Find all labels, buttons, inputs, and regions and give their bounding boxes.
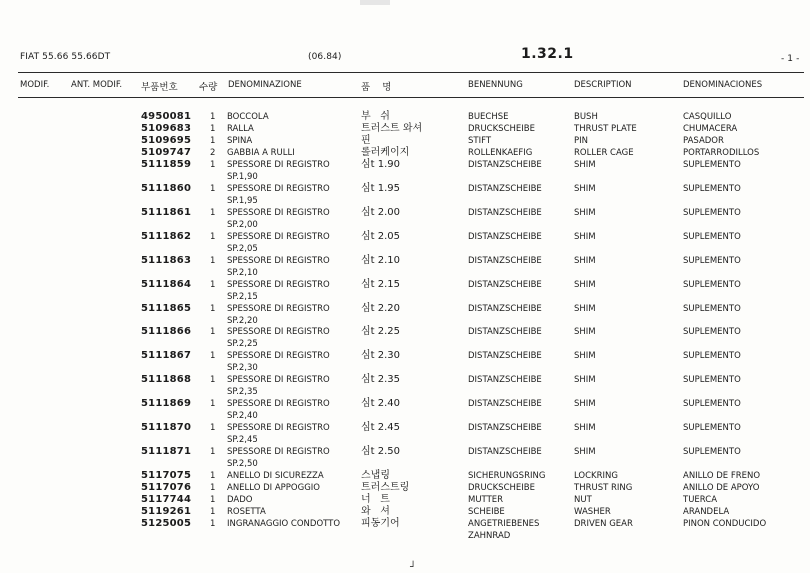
quantity: 1 — [210, 399, 216, 409]
name-italian-detail: SP.2,20 — [227, 316, 258, 326]
name-korean: 심t 2.20 — [361, 303, 401, 314]
name-german: DISTANZSCHEIBE — [468, 327, 542, 337]
name-english: SHIM — [574, 184, 596, 194]
name-spanish: SUPLEMENTO — [683, 232, 741, 242]
quantity: 1 — [210, 351, 216, 361]
part-number: 5117075 — [141, 470, 192, 481]
part-number: 5119261 — [141, 506, 192, 517]
scan-smudge — [360, 0, 390, 5]
name-korean: 심t 2.05 — [361, 231, 401, 242]
name-german: DISTANZSCHEIBE — [468, 351, 542, 361]
quantity: 2 — [210, 148, 216, 158]
name-english: SHIM — [574, 423, 596, 433]
name-korean: 피동기어 — [361, 518, 400, 529]
name-spanish: SUPLEMENTO — [683, 327, 741, 337]
name-italian: DADO — [227, 495, 253, 505]
col-part-number: 부품번호 — [141, 82, 178, 93]
name-italian: SPESSORE DI REGISTRO — [227, 160, 330, 170]
quantity: 1 — [210, 304, 216, 314]
name-italian: SPESSORE DI REGISTRO — [227, 351, 330, 361]
name-english: SHIM — [574, 232, 596, 242]
quantity: 1 — [210, 495, 216, 505]
header-rule-top — [18, 72, 804, 73]
quantity: 1 — [210, 112, 216, 122]
name-english: SHIM — [574, 351, 596, 361]
name-italian-detail: SP.2,15 — [227, 292, 258, 302]
part-number: 5111859 — [141, 159, 192, 170]
part-number: 5111869 — [141, 398, 192, 409]
part-number: 5109695 — [141, 135, 192, 146]
name-german: SICHERUNGSRING — [468, 471, 546, 481]
name-spanish: ANILLO DE FRENO — [683, 471, 761, 481]
quantity: 1 — [210, 375, 216, 385]
quantity: 1 — [210, 280, 216, 290]
name-italian-detail: SP.2,50 — [227, 459, 258, 469]
part-number: 5111871 — [141, 446, 192, 457]
name-korean: 롤러케이지 — [361, 147, 410, 158]
part-number: 5111862 — [141, 231, 192, 242]
quantity: 1 — [210, 124, 216, 134]
name-italian: RALLA — [227, 124, 254, 134]
part-number: 5111864 — [141, 279, 192, 290]
name-spanish: SUPLEMENTO — [683, 304, 741, 314]
name-english: SHIM — [574, 375, 596, 385]
name-italian-detail: SP.2,00 — [227, 220, 258, 230]
part-number: 5109683 — [141, 123, 192, 134]
name-spanish: SUPLEMENTO — [683, 184, 741, 194]
name-korean: 와 셔 — [361, 506, 390, 517]
name-korean: 심t 2.25 — [361, 326, 401, 337]
quantity: 1 — [210, 471, 216, 481]
name-german-detail: ZAHNRAD — [468, 531, 511, 541]
quantity: 1 — [210, 327, 216, 337]
part-number: 5109747 — [141, 147, 192, 158]
name-korean: 심t 2.10 — [361, 255, 401, 266]
name-spanish: SUPLEMENTO — [683, 160, 741, 170]
name-german: DISTANZSCHEIBE — [468, 304, 542, 314]
name-italian: SPESSORE DI REGISTRO — [227, 399, 330, 409]
part-number: 5111870 — [141, 422, 192, 433]
name-spanish: ANILLO DE APOYO — [683, 483, 760, 493]
name-german: ANGETRIEBENES — [468, 519, 540, 529]
name-italian: SPESSORE DI REGISTRO — [227, 327, 330, 337]
name-korean: 트러스트링 — [361, 482, 410, 493]
name-german: DISTANZSCHEIBE — [468, 256, 542, 266]
col-benennung: BENENNUNG — [468, 80, 523, 90]
quantity: 1 — [210, 519, 216, 529]
name-german: SCHEIBE — [468, 507, 505, 517]
name-german: MUTTER — [468, 495, 504, 505]
name-italian: SPESSORE DI REGISTRO — [227, 423, 330, 433]
part-number: 5111865 — [141, 303, 192, 314]
name-italian-detail: SP.2,05 — [227, 244, 258, 254]
col-quantity: 수량 — [199, 82, 218, 93]
name-italian: SPESSORE DI REGISTRO — [227, 256, 330, 266]
name-italian-detail: SP.2,10 — [227, 268, 258, 278]
quantity: 1 — [210, 208, 216, 218]
name-german: DISTANZSCHEIBE — [468, 232, 542, 242]
name-korean: 심t 2.35 — [361, 374, 401, 385]
name-korean: 심t 2.15 — [361, 279, 401, 290]
name-spanish: PINON CONDUCIDO — [683, 519, 767, 529]
quantity: 1 — [210, 423, 216, 433]
name-english: LOCKRING — [574, 471, 618, 481]
name-spanish: SUPLEMENTO — [683, 423, 741, 433]
col-denominaciones: DENOMINACIONES — [683, 80, 763, 90]
part-number: 5111860 — [141, 183, 192, 194]
name-korean: 심t 1.90 — [361, 159, 401, 170]
name-english: THRUST RING — [574, 483, 633, 493]
name-german: DISTANZSCHEIBE — [468, 184, 542, 194]
part-number: 5125005 — [141, 518, 192, 529]
page-number: - 1 - — [781, 54, 800, 64]
name-italian-detail: SP.1,95 — [227, 196, 258, 206]
quantity: 1 — [210, 447, 216, 457]
name-english: WASHER — [574, 507, 611, 517]
name-german: DRUCKSCHEIBE — [468, 124, 535, 134]
name-german: STIFT — [468, 136, 492, 146]
name-italian: SPESSORE DI REGISTRO — [227, 280, 330, 290]
name-italian: BOCCOLA — [227, 112, 269, 122]
name-english: SHIM — [574, 256, 596, 266]
name-spanish: SUPLEMENTO — [683, 351, 741, 361]
part-number: 5111868 — [141, 374, 192, 385]
model-title: FIAT 55.66 55.66DT — [20, 52, 111, 62]
col-modif: MODIF. — [20, 80, 50, 90]
name-german: DISTANZSCHEIBE — [468, 208, 542, 218]
name-italian: ANELLO DI APPOGGIO — [227, 483, 320, 493]
name-italian: SPESSORE DI REGISTRO — [227, 447, 330, 457]
name-spanish: SUPLEMENTO — [683, 208, 741, 218]
col-description: DESCRIPTION — [574, 80, 632, 90]
name-italian-detail: SP.2,30 — [227, 363, 258, 373]
name-korean: 심t 2.30 — [361, 350, 401, 361]
name-korean: 심t 2.45 — [361, 422, 401, 433]
name-korean: 심t 2.50 — [361, 446, 401, 457]
name-italian-detail: SP.1,90 — [227, 172, 258, 182]
name-korean: 스냅링 — [361, 470, 390, 481]
name-german: DISTANZSCHEIBE — [468, 423, 542, 433]
name-italian: SPINA — [227, 136, 253, 146]
name-german: DISTANZSCHEIBE — [468, 399, 542, 409]
name-spanish: SUPLEMENTO — [683, 375, 741, 385]
name-italian: SPESSORE DI REGISTRO — [227, 184, 330, 194]
name-english: NUT — [574, 495, 592, 505]
name-english: SHIM — [574, 280, 596, 290]
name-spanish: ARANDELA — [683, 507, 730, 517]
name-english: BUSH — [574, 112, 598, 122]
name-spanish: PORTARRODILLOS — [683, 148, 760, 158]
name-spanish: SUPLEMENTO — [683, 447, 741, 457]
name-english: SHIM — [574, 304, 596, 314]
name-spanish: SUPLEMENTO — [683, 399, 741, 409]
name-korean: 트러스트 와셔 — [361, 123, 423, 134]
name-spanish: SUPLEMENTO — [683, 256, 741, 266]
name-italian: SPESSORE DI REGISTRO — [227, 304, 330, 314]
page-footer-mark: ┘ — [410, 562, 417, 573]
part-number: 5111863 — [141, 255, 192, 266]
name-spanish: CHUMACERA — [683, 124, 738, 134]
name-italian: ANELLO DI SICUREZZA — [227, 471, 324, 481]
col-korean-name: 품 명 — [361, 82, 392, 93]
quantity: 1 — [210, 232, 216, 242]
name-english: SHIM — [574, 447, 596, 457]
name-korean: 너 트 — [361, 494, 390, 505]
part-number: 4950081 — [141, 111, 192, 122]
part-number: 5111861 — [141, 207, 192, 218]
name-italian-detail: SP.2,45 — [227, 435, 258, 445]
part-number: 5117744 — [141, 494, 192, 505]
quantity: 1 — [210, 256, 216, 266]
name-italian-detail: SP.2,35 — [227, 387, 258, 397]
part-number: 5117076 — [141, 482, 192, 493]
quantity: 1 — [210, 507, 216, 517]
name-german: ROLLENKAEFIG — [468, 148, 533, 158]
quantity: 1 — [210, 483, 216, 493]
name-italian-detail: SP.2,25 — [227, 339, 258, 349]
section-reference: 1.32.1 — [521, 46, 574, 62]
name-english: THRUST PLATE — [574, 124, 637, 134]
name-german: BUECHSE — [468, 112, 509, 122]
name-italian-detail: SP.2,40 — [227, 411, 258, 421]
name-korean: 핀 — [361, 135, 371, 146]
name-german: DISTANZSCHEIBE — [468, 160, 542, 170]
name-german: DISTANZSCHEIBE — [468, 375, 542, 385]
name-english: SHIM — [574, 160, 596, 170]
name-spanish: PASADOR — [683, 136, 724, 146]
quantity: 1 — [210, 136, 216, 146]
col-ant-modif: ANT. MODIF. — [71, 80, 123, 90]
col-denominazione: DENOMINAZIONE — [228, 80, 302, 90]
name-korean: 심t 1.95 — [361, 183, 401, 194]
name-korean: 심t 2.40 — [361, 398, 401, 409]
quantity: 1 — [210, 184, 216, 194]
name-spanish: TUERCA — [683, 495, 718, 505]
name-english: ROLLER CAGE — [574, 148, 634, 158]
name-korean: 부 쉬 — [361, 111, 390, 122]
quantity: 1 — [210, 160, 216, 170]
header-rule-bottom — [18, 97, 804, 98]
name-german: DRUCKSCHEIBE — [468, 483, 535, 493]
name-english: SHIM — [574, 399, 596, 409]
name-italian: ROSETTA — [227, 507, 266, 517]
name-english: DRIVEN GEAR — [574, 519, 633, 529]
name-italian: SPESSORE DI REGISTRO — [227, 232, 330, 242]
name-english: SHIM — [574, 327, 596, 337]
part-number: 5111867 — [141, 350, 192, 361]
name-spanish: SUPLEMENTO — [683, 280, 741, 290]
name-italian: INGRANAGGIO CONDOTTO — [227, 519, 341, 529]
name-italian: SPESSORE DI REGISTRO — [227, 208, 330, 218]
name-italian: GABBIA A RULLI — [227, 148, 295, 158]
name-german: DISTANZSCHEIBE — [468, 447, 542, 457]
name-english: PIN — [574, 136, 588, 146]
name-german: DISTANZSCHEIBE — [468, 280, 542, 290]
name-korean: 심t 2.00 — [361, 207, 401, 218]
name-spanish: CASQUILLO — [683, 112, 732, 122]
part-number: 5111866 — [141, 326, 192, 337]
name-italian: SPESSORE DI REGISTRO — [227, 375, 330, 385]
issue-date: (06.84) — [308, 52, 342, 62]
name-english: SHIM — [574, 208, 596, 218]
